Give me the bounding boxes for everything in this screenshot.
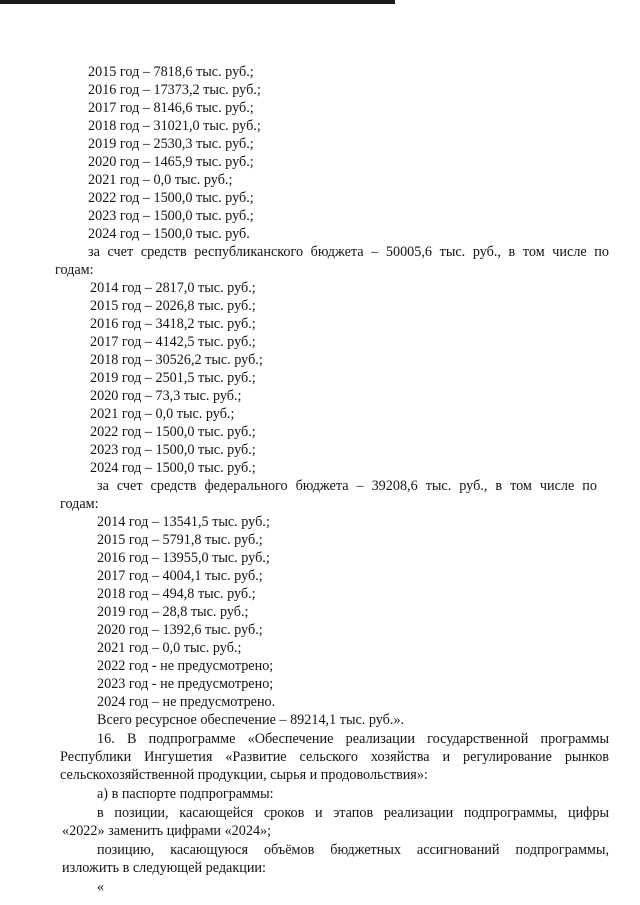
year-line: 2015 год – 2026,8 тыс. руб.; (90, 298, 256, 314)
year-line: 2016 год – 13955,0 тыс. руб.; (97, 550, 270, 566)
year-line: 2023 год – 1500,0 тыс. руб.; (90, 442, 256, 458)
item16-sub-a: а) в паспорте подпрограммы: (97, 786, 274, 802)
year-line: 2020 год – 1392,6 тыс. руб.; (97, 622, 263, 638)
total-funding: Всего ресурсное обеспечение – 89214,1 тыс. руб.». (97, 712, 405, 728)
item16-p1-line1: в позиции, касающейся сроков и этапов реализации подпрограммы, цифры (97, 805, 609, 821)
republic-budget-intro-cont: годам: (55, 262, 94, 278)
year-line: 2024 год – 1500,0 тыс. руб.; (90, 460, 256, 476)
year-line: 2024 год – не предусмотрено. (97, 694, 276, 710)
year-line: 2023 год - не предусмотрено; (97, 676, 274, 692)
opening-quote: « (97, 879, 105, 895)
year-line: 2015 год – 5791,8 тыс. руб.; (97, 532, 263, 548)
year-line: 2014 год – 13541,5 тыс. руб.; (97, 514, 270, 530)
year-line: 2022 год – 1500,0 тыс. руб.; (88, 190, 254, 206)
year-line: 2020 год – 1465,9 тыс. руб.; (88, 154, 254, 170)
republic-budget-intro: за счет средств республиканского бюджета – 50005,6 тыс. руб., в том числе по (88, 244, 609, 260)
year-line: 2016 год – 3418,2 тыс. руб.; (90, 316, 256, 332)
year-line: 2021 год – 0,0 тыс. руб.; (97, 640, 242, 656)
year-line: 2024 год – 1500,0 тыс. руб. (88, 226, 250, 242)
year-line: 2022 год - не предусмотрено; (97, 658, 274, 674)
year-line: 2014 год – 2817,0 тыс. руб.; (90, 280, 256, 296)
year-line: 2021 год – 0,0 тыс. руб.; (88, 172, 233, 188)
year-line: 2018 год – 31021,0 тыс. руб.; (88, 118, 261, 134)
year-line: 2017 год – 4004,1 тыс. руб.; (97, 568, 263, 584)
year-line: 2016 год – 17373,2 тыс. руб.; (88, 82, 261, 98)
year-line: 2020 год – 73,3 тыс. руб.; (90, 388, 242, 404)
year-line: 2017 год – 8146,6 тыс. руб.; (88, 100, 254, 116)
year-line: 2018 год – 494,8 тыс. руб.; (97, 586, 256, 602)
year-line: 2021 год – 0,0 тыс. руб.; (90, 406, 235, 422)
federal-budget-intro-cont: годам: (60, 496, 99, 512)
year-line: 2015 год – 7818,6 тыс. руб.; (88, 64, 254, 80)
item16-line3: сельскохозяйственной продукции, сырья и продовольствия»: (60, 767, 428, 783)
year-line: 2019 год – 2501,5 тыс. руб.; (90, 370, 256, 386)
item16-p2-line2: изложить в следующей редакции: (62, 860, 266, 876)
year-line: 2019 год – 28,8 тыс. руб.; (97, 604, 249, 620)
year-line: 2017 год – 4142,5 тыс. руб.; (90, 334, 256, 350)
item16-line2: Республики Ингушетия «Развитие сельского хозяйства и регулирование рынков (60, 749, 609, 765)
year-line: 2023 год – 1500,0 тыс. руб.; (88, 208, 254, 224)
item16-p2-line1: позицию, касающуюся объёмов бюджетных ассигнований подпрограммы, (97, 842, 609, 858)
year-line: 2022 год – 1500,0 тыс. руб.; (90, 424, 256, 440)
item16-line1: 16. В подпрограмме «Обеспечение реализации государственной программы (97, 731, 609, 747)
item16-p1-line2: «2022» заменить цифрами «2024»; (62, 823, 272, 839)
year-line: 2018 год – 30526,2 тыс. руб.; (90, 352, 263, 368)
federal-budget-intro: за счет средств федерального бюджета – 39208,6 тыс. руб., в том числе по (97, 478, 597, 494)
year-line: 2019 год – 2530,3 тыс. руб.; (88, 136, 254, 152)
